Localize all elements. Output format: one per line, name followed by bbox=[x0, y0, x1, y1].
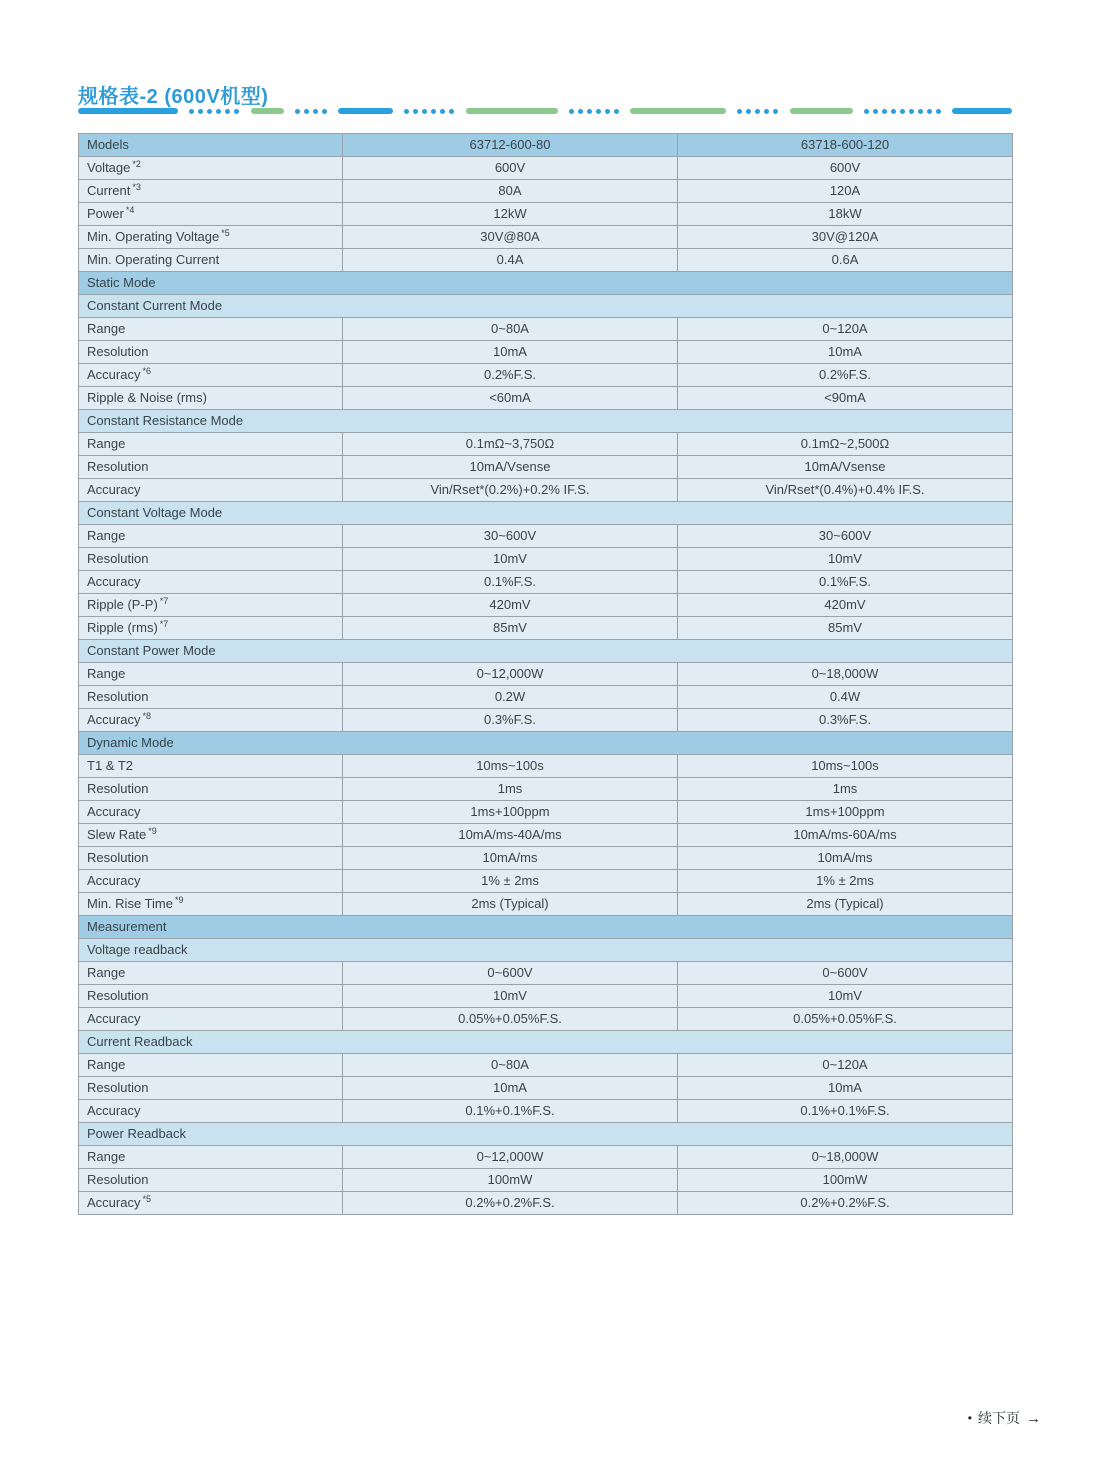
table-row bbox=[79, 686, 1013, 709]
table-row bbox=[79, 824, 1013, 847]
table-row bbox=[79, 226, 1013, 249]
rule-dot bbox=[891, 109, 896, 114]
model-2-value-cell: 0.2%+0.2%F.S. bbox=[678, 1192, 1013, 1215]
model-2-value-cell: 10mV bbox=[678, 548, 1013, 571]
model-2-value-cell: 0.05%+0.05%F.S. bbox=[678, 1008, 1013, 1031]
table-row bbox=[79, 755, 1013, 778]
model-2-value-cell: 0~18,000W bbox=[678, 1146, 1013, 1169]
row-label-cell: Accuracy bbox=[79, 571, 343, 594]
model-1-value-cell: 80A bbox=[343, 180, 678, 203]
rule-dot bbox=[422, 109, 427, 114]
model-2-value-cell: 10mA bbox=[678, 1077, 1013, 1100]
row-label-cell: Resolution bbox=[79, 985, 343, 1008]
model-2-value-cell: 30~600V bbox=[678, 525, 1013, 548]
rule-dot bbox=[440, 109, 445, 114]
row-label-cell: Ripple (P-P) $^{*7}$ bbox=[79, 594, 343, 617]
model-2-value-cell: 1ms+100ppm bbox=[678, 801, 1013, 824]
subsection-title: Voltage readback bbox=[79, 939, 1013, 962]
rule-dot bbox=[304, 109, 309, 114]
rule-dot bbox=[764, 109, 769, 114]
row-label-cell: Ripple & Noise (rms) bbox=[79, 387, 343, 410]
rule-dot-group bbox=[569, 109, 619, 114]
model-2-value-cell: 0~120A bbox=[678, 318, 1013, 341]
model-1-value-cell: 30V@80A bbox=[343, 226, 678, 249]
rule-dot bbox=[313, 109, 318, 114]
subsection-row bbox=[79, 295, 1013, 318]
table-row bbox=[79, 985, 1013, 1008]
subsection-title: Current Readback bbox=[79, 1031, 1013, 1054]
model-2-value-cell: 0~600V bbox=[678, 962, 1013, 985]
model-1-value-cell: 12kW bbox=[343, 203, 678, 226]
row-label-cell: Range bbox=[79, 1146, 343, 1169]
footnote-marker: *2 bbox=[132, 158, 141, 169]
rule-dot bbox=[216, 109, 221, 114]
rule-dot bbox=[587, 109, 592, 114]
model-2-value-cell: 0.1%+0.1%F.S. bbox=[678, 1100, 1013, 1123]
model-2-value-cell: 1% ± 2ms bbox=[678, 870, 1013, 893]
model-2-value-cell: 100mW bbox=[678, 1169, 1013, 1192]
row-label-cell: Ripple (rms) $^{*7}$ bbox=[79, 617, 343, 640]
rule-dot bbox=[207, 109, 212, 114]
rule-dot bbox=[431, 109, 436, 114]
rule-dot bbox=[596, 109, 601, 114]
rule-dot bbox=[909, 109, 914, 114]
footnote-marker: *3 bbox=[132, 181, 141, 192]
section-title: Measurement bbox=[79, 916, 1013, 939]
model-1-value-cell: 10mV bbox=[343, 985, 678, 1008]
row-label-cell: Accuracy bbox=[79, 801, 343, 824]
table-row bbox=[79, 433, 1013, 456]
rule-dot bbox=[614, 109, 619, 114]
table-row bbox=[79, 249, 1013, 272]
rule-dot bbox=[755, 109, 760, 114]
rule-dot bbox=[234, 109, 239, 114]
row-label-cell: Accuracy $^{*8}$ bbox=[79, 709, 343, 732]
model-1-value-cell: 1ms bbox=[343, 778, 678, 801]
footnote-marker: *5 bbox=[221, 227, 230, 238]
rule-dot bbox=[746, 109, 751, 114]
model-1-value-cell: 1ms+100ppm bbox=[343, 801, 678, 824]
table-row bbox=[79, 801, 1013, 824]
model-1-value-cell: 10mA bbox=[343, 1077, 678, 1100]
model-1-value-cell: 600V bbox=[343, 157, 678, 180]
table-row bbox=[79, 571, 1013, 594]
rule-bar-green bbox=[466, 108, 558, 114]
row-label-cell: Voltage $^{*2}$ bbox=[79, 157, 343, 180]
row-label-cell: Accuracy bbox=[79, 479, 343, 502]
footer-bullet-icon: • bbox=[967, 1411, 972, 1425]
model-1-value-cell: 85mV bbox=[343, 617, 678, 640]
rule-dot-group bbox=[737, 109, 778, 114]
table-row bbox=[79, 157, 1013, 180]
model-2-value-cell: 120A bbox=[678, 180, 1013, 203]
subsection-title: Constant Resistance Mode bbox=[79, 410, 1013, 433]
row-label-cell: Range bbox=[79, 525, 343, 548]
model-2-value-cell: 0.4W bbox=[678, 686, 1013, 709]
row-label-cell: Resolution bbox=[79, 847, 343, 870]
subsection-row bbox=[79, 1123, 1013, 1146]
rule-dot bbox=[927, 109, 932, 114]
table-row bbox=[79, 1146, 1013, 1169]
model-1-value-cell: 0.2%F.S. bbox=[343, 364, 678, 387]
model-2-value-cell: Vin/Rset*(0.4%)+0.4% IF.S. bbox=[678, 479, 1013, 502]
table-row bbox=[79, 847, 1013, 870]
subsection-row bbox=[79, 410, 1013, 433]
model-header-row bbox=[79, 134, 1013, 157]
rule-dot bbox=[918, 109, 923, 114]
table-row bbox=[79, 180, 1013, 203]
footnote-marker: *9 bbox=[148, 825, 157, 836]
subsection-row bbox=[79, 640, 1013, 663]
model-1-value-cell: 10mA bbox=[343, 341, 678, 364]
rule-dot bbox=[569, 109, 574, 114]
rule-dot bbox=[882, 109, 887, 114]
row-label-cell: Models bbox=[79, 134, 343, 157]
footnote-marker: *7 bbox=[159, 618, 169, 629]
subsection-row bbox=[79, 502, 1013, 525]
model-2-value-cell: 0~120A bbox=[678, 1054, 1013, 1077]
model-2-value-cell: 0.6A bbox=[678, 249, 1013, 272]
row-label-cell: Range bbox=[79, 318, 343, 341]
row-label-cell: Resolution bbox=[79, 686, 343, 709]
footnote-marker: *9 bbox=[174, 894, 184, 905]
page-title: 规格表-2 (600V机型) bbox=[78, 86, 269, 108]
rule-dot bbox=[413, 109, 418, 114]
spec-table bbox=[78, 133, 1013, 1215]
table-row bbox=[79, 456, 1013, 479]
model-2-value-cell: 10mA/ms bbox=[678, 847, 1013, 870]
section-row bbox=[79, 272, 1013, 295]
rule-bar-green bbox=[790, 108, 853, 114]
rule-dot bbox=[295, 109, 300, 114]
footnote-marker: *5 bbox=[142, 1193, 151, 1204]
table-row bbox=[79, 1077, 1013, 1100]
model-1-value-cell: 10ms~100s bbox=[343, 755, 678, 778]
model-1-value-cell: 420mV bbox=[343, 594, 678, 617]
model-2-value-cell: 0.2%F.S. bbox=[678, 364, 1013, 387]
model-1-value-cell: 0~600V bbox=[343, 962, 678, 985]
row-label-cell: Resolution bbox=[79, 778, 343, 801]
row-label-cell: Range bbox=[79, 433, 343, 456]
model-2-value-cell: <90mA bbox=[678, 387, 1013, 410]
table-row bbox=[79, 318, 1013, 341]
model-2-value-cell: 18kW bbox=[678, 203, 1013, 226]
model-2-value-cell: 420mV bbox=[678, 594, 1013, 617]
model-1-value-cell: 0.4A bbox=[343, 249, 678, 272]
table-row bbox=[79, 387, 1013, 410]
model-1-value-cell: 10mA/ms bbox=[343, 847, 678, 870]
model-1-value-cell: 0~12,000W bbox=[343, 663, 678, 686]
footnote-marker: *6 bbox=[142, 365, 151, 376]
footnote-marker: *7 bbox=[159, 595, 169, 606]
rule-bar-green bbox=[251, 108, 284, 114]
table-row bbox=[79, 962, 1013, 985]
model-1-value-cell: 10mA/Vsense bbox=[343, 456, 678, 479]
model-2-value-cell: 10ms~100s bbox=[678, 755, 1013, 778]
decorative-rule bbox=[78, 107, 1012, 115]
model-1-value-cell: 2ms (Typical) bbox=[343, 893, 678, 916]
table-row bbox=[79, 203, 1013, 226]
rule-bar-blue bbox=[952, 108, 1012, 114]
model-2-value-cell: 0~18,000W bbox=[678, 663, 1013, 686]
model-1-value-cell: 0.05%+0.05%F.S. bbox=[343, 1008, 678, 1031]
model-1-value-cell: 0~80A bbox=[343, 1054, 678, 1077]
row-label-cell: Accuracy bbox=[79, 1008, 343, 1031]
rule-dot bbox=[225, 109, 230, 114]
table-row bbox=[79, 1008, 1013, 1031]
model-1-value-cell: 63712-600-80 bbox=[343, 134, 678, 157]
subsection-title: Constant Voltage Mode bbox=[79, 502, 1013, 525]
subsection-title: Constant Current Mode bbox=[79, 295, 1013, 318]
row-label-cell: Accuracy $^{*6}$ bbox=[79, 364, 343, 387]
table-row bbox=[79, 479, 1013, 502]
footer-arrow-icon: → bbox=[1026, 1409, 1040, 1427]
rule-dot bbox=[189, 109, 194, 114]
row-label-cell: Slew Rate $^{*9}$ bbox=[79, 824, 343, 847]
model-2-value-cell: 10mA/Vsense bbox=[678, 456, 1013, 479]
rule-dot bbox=[900, 109, 905, 114]
page-footer bbox=[968, 1408, 1040, 1428]
row-label-cell: Min. Rise Time $^{*9}$ bbox=[79, 893, 343, 916]
row-label-cell: Accuracy $^{*5}$ bbox=[79, 1192, 343, 1215]
table-row bbox=[79, 1054, 1013, 1077]
row-label-cell: Range bbox=[79, 663, 343, 686]
model-2-value-cell: 63718-600-120 bbox=[678, 134, 1013, 157]
rule-dot bbox=[322, 109, 327, 114]
row-label-cell: Power $^{*4}$ bbox=[79, 203, 343, 226]
rule-dot bbox=[873, 109, 878, 114]
rule-dot bbox=[737, 109, 742, 114]
subsection-row bbox=[79, 939, 1013, 962]
row-label-cell: Accuracy bbox=[79, 1100, 343, 1123]
table-row bbox=[79, 1192, 1013, 1215]
model-2-value-cell: 85mV bbox=[678, 617, 1013, 640]
row-label-cell: Accuracy bbox=[79, 870, 343, 893]
model-2-value-cell: 600V bbox=[678, 157, 1013, 180]
model-2-value-cell: 30V@120A bbox=[678, 226, 1013, 249]
rule-bar-blue bbox=[338, 108, 393, 114]
model-1-value-cell: 0~12,000W bbox=[343, 1146, 678, 1169]
row-label-cell: Resolution bbox=[79, 341, 343, 364]
rule-dot-group bbox=[189, 109, 239, 114]
model-2-value-cell: 0.1mΩ~2,500Ω bbox=[678, 433, 1013, 456]
rule-dot bbox=[404, 109, 409, 114]
model-1-value-cell: <60mA bbox=[343, 387, 678, 410]
footnote-marker: *4 bbox=[125, 204, 135, 215]
model-1-value-cell: 0.1%F.S. bbox=[343, 571, 678, 594]
section-title: Static Mode bbox=[79, 272, 1013, 295]
table-row bbox=[79, 548, 1013, 571]
rule-dot bbox=[864, 109, 869, 114]
row-label-cell: Resolution bbox=[79, 1077, 343, 1100]
model-1-value-cell: 10mV bbox=[343, 548, 678, 571]
rule-dot bbox=[773, 109, 778, 114]
section-title: Dynamic Mode bbox=[79, 732, 1013, 755]
table-row bbox=[79, 893, 1013, 916]
row-label-cell: Resolution bbox=[79, 1169, 343, 1192]
model-1-value-cell: 0.2W bbox=[343, 686, 678, 709]
subsection-title: Power Readback bbox=[79, 1123, 1013, 1146]
table-row bbox=[79, 870, 1013, 893]
section-row bbox=[79, 732, 1013, 755]
rule-dot-group bbox=[295, 109, 327, 114]
rule-bar-blue bbox=[78, 108, 178, 114]
model-1-value-cell: 0.3%F.S. bbox=[343, 709, 678, 732]
model-1-value-cell: 30~600V bbox=[343, 525, 678, 548]
model-1-value-cell: 0~80A bbox=[343, 318, 678, 341]
rule-dot-group bbox=[864, 109, 941, 114]
rule-bar-green bbox=[630, 108, 726, 114]
model-1-value-cell: 10mA/ms-40A/ms bbox=[343, 824, 678, 847]
model-1-value-cell: Vin/Rset*(0.2%)+0.2% IF.S. bbox=[343, 479, 678, 502]
row-label-cell: Range bbox=[79, 962, 343, 985]
table-row bbox=[79, 594, 1013, 617]
row-label-cell: T1 & T2 bbox=[79, 755, 343, 778]
section-row bbox=[79, 916, 1013, 939]
rule-dot bbox=[449, 109, 454, 114]
model-1-value-cell: 1% ± 2ms bbox=[343, 870, 678, 893]
row-label-cell: Resolution bbox=[79, 548, 343, 571]
table-row bbox=[79, 1169, 1013, 1192]
table-row bbox=[79, 778, 1013, 801]
table-row bbox=[79, 525, 1013, 548]
row-label-cell: Current $^{*3}$ bbox=[79, 180, 343, 203]
model-2-value-cell: 0.3%F.S. bbox=[678, 709, 1013, 732]
rule-dot bbox=[198, 109, 203, 114]
model-1-value-cell: 0.2%+0.2%F.S. bbox=[343, 1192, 678, 1215]
rule-dot-group bbox=[404, 109, 454, 114]
model-1-value-cell: 0.1mΩ~3,750Ω bbox=[343, 433, 678, 456]
table-row bbox=[79, 617, 1013, 640]
footnote-marker: *8 bbox=[142, 710, 151, 721]
subsection-title: Constant Power Mode bbox=[79, 640, 1013, 663]
table-row bbox=[79, 341, 1013, 364]
model-2-value-cell: 0.1%F.S. bbox=[678, 571, 1013, 594]
row-label-cell: Min. Operating Current bbox=[79, 249, 343, 272]
rule-dot bbox=[605, 109, 610, 114]
model-2-value-cell: 1ms bbox=[678, 778, 1013, 801]
rule-dot bbox=[936, 109, 941, 114]
row-label-cell: Min. Operating Voltage $^{*5}$ bbox=[79, 226, 343, 249]
model-1-value-cell: 100mW bbox=[343, 1169, 678, 1192]
subsection-row bbox=[79, 1031, 1013, 1054]
model-2-value-cell: 10mA/ms-60A/ms bbox=[678, 824, 1013, 847]
row-label-cell: Resolution bbox=[79, 456, 343, 479]
rule-dot bbox=[578, 109, 583, 114]
row-label-cell: Range bbox=[79, 1054, 343, 1077]
table-row bbox=[79, 709, 1013, 732]
model-2-value-cell: 10mV bbox=[678, 985, 1013, 1008]
table-row bbox=[79, 1100, 1013, 1123]
table-row bbox=[79, 364, 1013, 387]
footer-continue-label: 续下页 bbox=[978, 1410, 1020, 1426]
model-1-value-cell: 0.1%+0.1%F.S. bbox=[343, 1100, 678, 1123]
model-2-value-cell: 10mA bbox=[678, 341, 1013, 364]
model-2-value-cell: 2ms (Typical) bbox=[678, 893, 1013, 916]
table-row bbox=[79, 663, 1013, 686]
